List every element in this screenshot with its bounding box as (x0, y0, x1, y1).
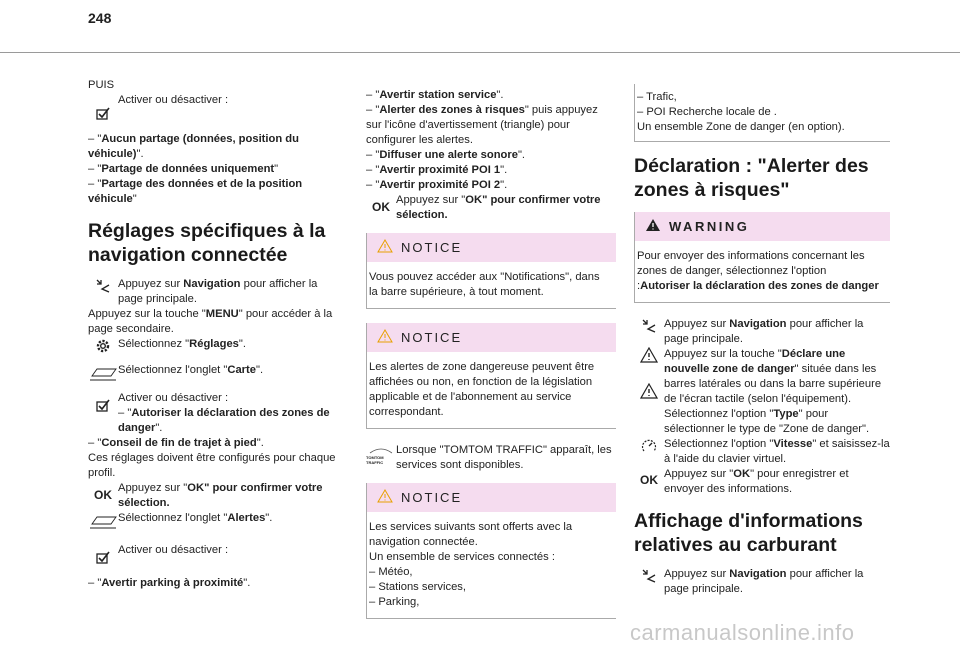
step-declare: Appuyez sur la touche "Déclare une nouvelle zone de danger" située dans les barres latérales ou dans la barre supérieure de l'écran tactile (selon l'équipement). (634, 347, 890, 407)
step-type: Sélectionnez l'option "Type" pour sélectionner le type de "Zone de danger". (634, 377, 890, 437)
option-poi-2: – "Avertir proximité POI 2". (366, 179, 508, 191)
danger-triangle-icon (634, 347, 664, 363)
step-alertes: Sélectionnez l'onglet "Alertes". (88, 511, 344, 529)
step-vitesse: Sélectionnez l'option "Vitesse" et saisissez-la à l'aide du clavier virtuel. (634, 437, 890, 467)
notice-box-3 (366, 483, 616, 619)
ok-icon: OK (640, 473, 658, 487)
toggle-step-3: Activer ou désactiver : (88, 543, 344, 564)
tomtom-logo-icon: TOMTOM TRAFFIC (366, 447, 396, 465)
option-poi-1: – "Avertir proximité POI 1". (366, 164, 508, 176)
navigation-icon (634, 317, 664, 333)
option-conseil-fin-trajet: – "Conseil de fin de trajet à pied". (88, 437, 264, 449)
step-carte: Sélectionnez l'onglet "Carte". (88, 363, 344, 381)
notice-text-3: Les services suivants sont offerts avec la navigation connectée. Un ensemble de services connectés : – Météo, – Stations services, – Parking, (367, 512, 616, 618)
warning-triangle-icon (377, 329, 393, 346)
warning-label: WARNING (669, 219, 750, 234)
checkbox-icon (88, 399, 118, 412)
checkbox-icon (88, 551, 118, 564)
warning-triangle-icon (377, 239, 393, 256)
services-continued-box (634, 84, 890, 142)
ok-icon: OK (372, 200, 390, 214)
service-item: – Météo, (369, 566, 413, 578)
notice-text-1: Vous pouvez accéder aux "Notifications", dans la barre supérieure, à tout moment. (369, 271, 600, 298)
warning-box (634, 212, 890, 303)
navigation-icon (88, 277, 118, 293)
settings-note: Ces réglages doivent être configurés pour chaque profil. (88, 452, 336, 479)
column-2 (366, 88, 616, 633)
service-item: – Trafic, (637, 91, 677, 103)
notice-text-2: Les alertes de zone dangereuse peuvent être affichées ou non, en fonction de la législation applicable et de l'abonnement au service correspondant. (369, 361, 595, 418)
service-item: – POI Recherche locale de . (637, 106, 777, 118)
step-reglages: Sélectionnez "Réglages". (88, 337, 344, 355)
tomtom-row (366, 443, 616, 473)
service-item: – Stations services, (369, 581, 467, 593)
step-ok-3: OK Appuyez sur "OK" pour enregistrer et envoyer des informations. (634, 467, 890, 497)
notice-box-2 (366, 323, 616, 429)
step-ok-1: OK Appuyez sur "OK" pour confirmer votre sélection. (88, 481, 344, 511)
toggle-step-2: Activer ou désactiver : – "Autoriser la déclaration des zones de danger". (88, 391, 344, 436)
step-navigation-2: Appuyez sur Navigation pour afficher la page principale. (634, 317, 890, 347)
tab-icon (88, 515, 118, 529)
page-number: 248 (88, 10, 112, 26)
step-navigation: Appuyez sur Navigation pour afficher la page principale. (88, 277, 344, 307)
option-aucun-partage: – "Aucun partage (données, position du véhicule)". (88, 133, 299, 160)
section-heading-reglages: Réglages spécifiques à la navigation connectée (88, 220, 326, 266)
section-heading-declaration: Déclaration : "Alerter des zones à risques" (634, 155, 869, 201)
zone-danger-note: Un ensemble Zone de danger (en option). (637, 121, 845, 133)
tomtom-text: Lorsque "TOMTOM TRAFFIC" apparaît, les services sont disponibles. (396, 444, 612, 471)
notice-label: NOTICE (401, 330, 463, 345)
section-heading-carburant: Affichage d'informations relatives au carburant (634, 510, 863, 556)
puis-label: PUIS (88, 79, 115, 91)
toggle-step-1-text: Activer ou désactiver : (118, 94, 229, 106)
ok-icon: OK (94, 488, 112, 502)
step-menu: Appuyez sur la touche "MENU" pour accéder à la page secondaire. (88, 308, 333, 335)
column-1 (88, 78, 344, 591)
step-navigation-3: Appuyez sur Navigation pour afficher la page principale. (634, 567, 890, 597)
warning-triangle-icon (377, 489, 393, 506)
option-zones-risques: – "Alerter des zones à risques" puis appuyez sur l'icône d'avertissement (triangle) pour configurer les alertes. (366, 104, 598, 146)
tab-icon (88, 367, 118, 381)
watermark: carmanualsonline.info (630, 620, 855, 645)
toggle-step-1 (88, 93, 344, 120)
option-parking: – "Avertir parking à proximité". (88, 577, 251, 589)
checkbox-icon (88, 107, 118, 120)
warning-text: Pour envoyer des informations concernant les zones de danger, sélectionnez l'option :Autoriser la déclaration des zones de danger (637, 250, 879, 292)
notice-box-1 (366, 233, 616, 309)
column-3 (634, 84, 890, 597)
danger-triangle-icon (634, 383, 664, 399)
step-ok-2: OK Appuyez sur "OK" pour confirmer votre sélection. (366, 193, 616, 223)
option-alerte-sonore: – "Diffuser une alerte sonore". (366, 149, 526, 161)
service-item: – Parking, (369, 596, 420, 608)
notice-label: NOTICE (401, 490, 463, 505)
notice-label: NOTICE (401, 240, 463, 255)
option-partage-position: – "Partage des données et de la position véhicule" (88, 178, 303, 205)
option-partage-donnees: – "Partage de données uniquement" (88, 163, 279, 175)
option-station-service: – "Avertir station service". (366, 89, 504, 101)
navigation-icon (634, 567, 664, 583)
header-rule (0, 52, 960, 53)
gear-icon (88, 337, 118, 355)
warning-triangle-icon (645, 218, 661, 235)
speedometer-icon (634, 437, 664, 455)
